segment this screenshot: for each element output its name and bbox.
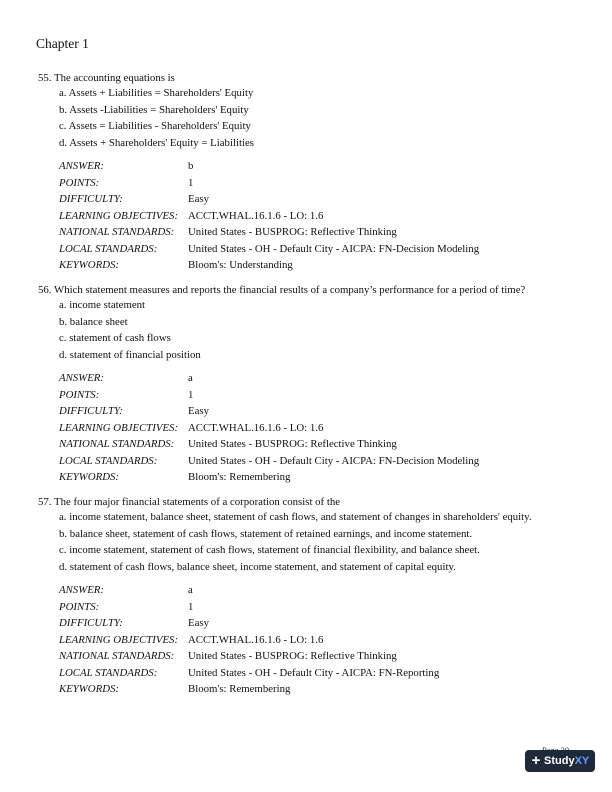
difficulty-value: Easy: [188, 405, 209, 417]
national-standards-row: [59, 224, 578, 241]
option-d: d. statement of cash flows, balance sheet, income statement, and statement of capital equity.: [59, 560, 456, 573]
answer-options: [59, 509, 578, 575]
question-56: [38, 283, 578, 486]
learning-objectives-label: LEARNING OBJECTIVES:: [59, 421, 179, 434]
answer-label: ANSWER:: [59, 372, 104, 384]
learning-objectives-value: ACCT.WHAL.16.1.6 - LO: 1.6: [188, 209, 324, 222]
national-standards-row: [59, 648, 578, 665]
studyxy-logo: [525, 750, 595, 772]
question-metadata: [59, 370, 578, 486]
option-b: b. Assets -Liabilities = Shareholders' Equity: [59, 103, 249, 116]
difficulty-row: [59, 191, 578, 208]
keywords-label: KEYWORDS:: [59, 471, 119, 483]
keywords-row: [59, 469, 578, 486]
difficulty-label: DIFFICULTY:: [59, 193, 123, 205]
national-standards-label: NATIONAL STANDARDS:: [59, 226, 175, 238]
keywords-value: Bloom's: Remembering: [188, 683, 291, 695]
answer-options: [59, 85, 578, 151]
option-d: d. Assets + Shareholders' Equity = Liabilities: [59, 136, 254, 149]
difficulty-value: Easy: [188, 617, 209, 629]
question-57: [38, 495, 578, 698]
local-standards-value: United States - OH - Default City - AICPA: FN-Decision Modeling: [188, 242, 480, 255]
national-standards-value: United States - BUSPROG: Reflective Thinking: [188, 438, 397, 450]
answer-row: [59, 158, 578, 175]
points-label: POINTS:: [59, 388, 100, 401]
option-c: c. statement of cash flows: [59, 332, 171, 344]
chapter-heading: Chapter 1: [36, 36, 89, 51]
learning-objectives-row: [59, 632, 578, 649]
points-row: [59, 599, 578, 616]
question-55: [38, 71, 578, 274]
keywords-value: Bloom's: Remembering: [188, 471, 291, 483]
keywords-label: KEYWORDS:: [59, 259, 119, 271]
national-standards-value: United States - BUSPROG: Reflective Thinking: [188, 650, 397, 662]
local-standards-label: LOCAL STANDARDS:: [59, 666, 158, 679]
points-row: [59, 175, 578, 192]
difficulty-value: Easy: [188, 193, 209, 205]
national-standards-value: United States - BUSPROG: Reflective Thinking: [188, 226, 397, 238]
keywords-label: KEYWORDS:: [59, 683, 119, 695]
keywords-value: Bloom's: Understanding: [188, 259, 293, 271]
learning-objectives-row: [59, 208, 578, 225]
question-metadata: [59, 158, 578, 274]
local-standards-row: [59, 665, 578, 682]
option-b: b. balance sheet: [59, 315, 128, 328]
learning-objectives-label: LEARNING OBJECTIVES:: [59, 633, 179, 646]
answer-value: b: [188, 160, 194, 172]
learning-objectives-row: [59, 420, 578, 437]
learning-objectives-label: LEARNING OBJECTIVES:: [59, 209, 179, 222]
national-standards-label: NATIONAL STANDARDS:: [59, 438, 175, 450]
local-standards-value: United States - OH - Default City - AICPA: FN-Decision Modeling: [188, 454, 480, 467]
local-standards-row: [59, 453, 578, 470]
points-label: POINTS:: [59, 600, 100, 613]
option-a: a. Assets + Liabilities = Shareholders' Equity: [59, 87, 254, 99]
national-standards-label: NATIONAL STANDARDS:: [59, 650, 175, 662]
points-value: 1: [188, 176, 194, 189]
answer-value: a: [188, 372, 193, 384]
option-c: c. income statement, statement of cash flows, statement of financial flexibility, and balance sheet.: [59, 544, 480, 556]
points-value: 1: [188, 388, 194, 401]
plus-icon: +: [531, 752, 541, 769]
local-standards-value: United States - OH - Default City - AICPA: FN-Reporting: [188, 666, 440, 679]
answer-options: [59, 297, 578, 363]
answer-row: [59, 582, 578, 599]
question-stem: 56. Which statement measures and reports the financial results of a company’s performance for a period of time?: [38, 284, 526, 296]
option-c: c. Assets = Liabilities - Shareholders' Equity: [59, 120, 251, 132]
learning-objectives-value: ACCT.WHAL.16.1.6 - LO: 1.6: [188, 421, 324, 434]
answer-label: ANSWER:: [59, 584, 104, 596]
answer-row: [59, 370, 578, 387]
local-standards-label: LOCAL STANDARDS:: [59, 242, 158, 255]
logo-text: StudyXY: [544, 755, 590, 767]
local-standards-label: LOCAL STANDARDS:: [59, 454, 158, 467]
difficulty-row: [59, 615, 578, 632]
difficulty-label: DIFFICULTY:: [59, 405, 123, 417]
option-b: b. balance sheet, statement of cash flows, statement of retained earnings, and income statement.: [59, 527, 473, 540]
national-standards-row: [59, 436, 578, 453]
points-label: POINTS:: [59, 176, 100, 189]
answer-label: ANSWER:: [59, 160, 104, 172]
difficulty-row: [59, 403, 578, 420]
question-stem: 57. The four major financial statements of a corporation consist of the: [38, 496, 341, 508]
option-d: d. statement of financial position: [59, 348, 201, 361]
option-a: a. income statement, balance sheet, statement of cash flows, and statement of changes in shareholders' equity.: [59, 511, 532, 523]
learning-objectives-value: ACCT.WHAL.16.1.6 - LO: 1.6: [188, 633, 324, 646]
question-stem: 55. The accounting equations is: [38, 72, 175, 84]
keywords-row: [59, 257, 578, 274]
points-value: 1: [188, 600, 194, 613]
local-standards-row: [59, 241, 578, 258]
points-row: [59, 387, 578, 404]
answer-value: a: [188, 584, 193, 596]
question-metadata: [59, 582, 578, 698]
difficulty-label: DIFFICULTY:: [59, 617, 123, 629]
option-a: a. income statement: [59, 299, 146, 311]
keywords-row: [59, 681, 578, 698]
